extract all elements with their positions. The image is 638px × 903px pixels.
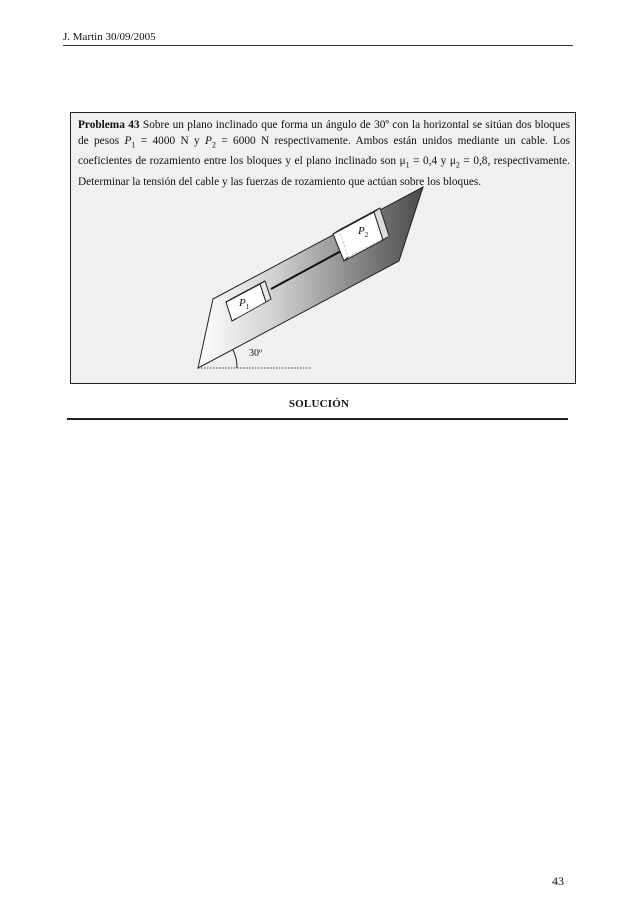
inclined-plane [198,187,423,368]
angle-label: 30º [249,348,263,359]
problem-box [70,112,576,384]
inclined-plane-figure [71,113,577,385]
page-header [63,31,573,46]
problem-statement: Problema 43 Sobre un plano inclinado que forma un ángulo de 30º con la horizontal se sitúan dos bloques de pesos $P_1 = 4000$ N y $P_2 = 6000$ N respectivamente. Ambos están unidos mediante un cable. Los coeficientes de rozamiento entre los bloques y el plano inclinado son $\mu_1 = 0,4$ y $\mu_2 = 0,8$, respectivamente. Determinar la tensión del cable y las fuerzas de rozamiento que actúan sobre los bloques. [78,119,570,188]
page-number: 43 [552,874,564,888]
solution-divider [67,418,568,420]
problem-label: Problema 43 [78,119,140,131]
block-p1-label: $P_1$ [239,297,250,311]
solution-title: SOLUCIÓN [288,398,350,410]
author-date: J. Martin 30/09/2005 [63,31,156,43]
angle-arc [233,350,237,368]
block-p2-label: $P_2$ [358,225,369,239]
